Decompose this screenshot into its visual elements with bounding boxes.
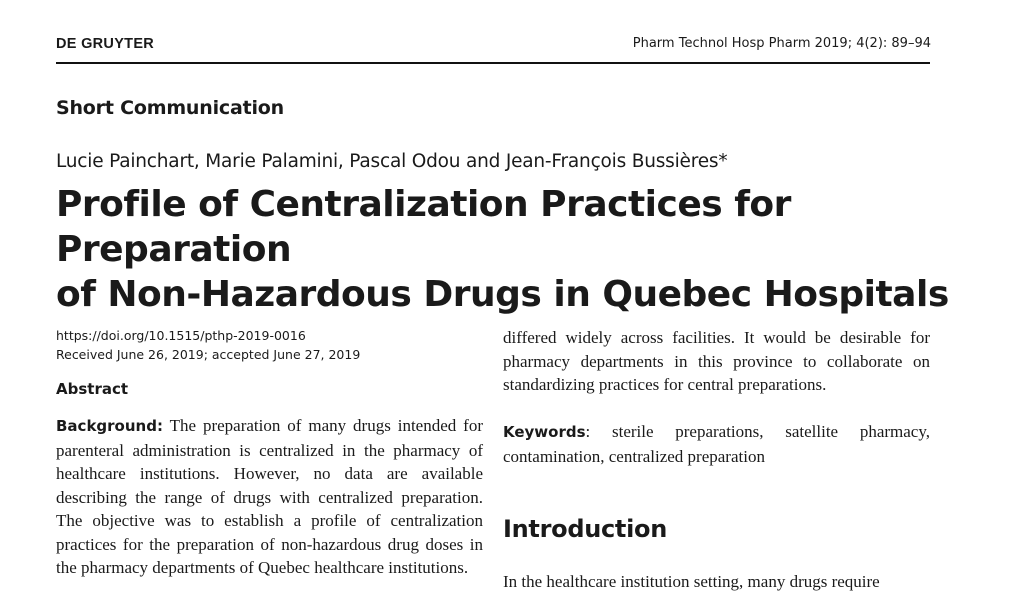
header-rule [56,62,930,64]
publisher-logo: DE GRUYTER [56,36,155,52]
keywords-label: Keywords [503,423,586,441]
introduction-heading: Introduction [503,515,667,543]
background-text: The preparation of many drugs intended for parenteral administration is centralized in the pharmacy of healthcare institutions. However, no data are available describing the range of drugs with centralized preparation. The objective was to establish a profile of centralization practices for the preparation of non-hazardous drug doses in the pharmacy departments of Quebec healthcare institutions. [56,416,483,577]
article-title [56,182,956,317]
title-line-2: of Non-Hazardous Drugs in Quebec Hospitals [56,274,949,315]
introduction-text: In the healthcare institution setting, many drugs require [503,572,880,591]
abstract-continued: differed widely across facilities. It would be desirable for pharmacy departments in this province to collaborate on standardizing practices for central preparations. [503,328,930,394]
abstract-background [56,414,483,580]
doi-link[interactable]: https://doi.org/10.1515/pthp-2019-0016 [56,328,306,343]
title-line-1: Profile of Centralization Practices for Preparation [56,184,791,270]
section-type: Short Communication [56,97,284,119]
received-dates: Received June 26, 2019; accepted June 27, 2019 [56,347,361,362]
journal-citation: Pharm Technol Hosp Pharm 2019; 4(2): 89–94 [632,36,931,51]
author-list: Lucie Painchart, Marie Palamini, Pascal Odou and Jean-François Bussières* [56,151,728,172]
background-label: Background: [56,417,163,435]
keywords [503,420,930,468]
abstract-heading: Abstract [56,380,129,398]
keywords-text: : sterile preparations, satellite pharmacy, contamination, centralized preparation [503,422,930,466]
